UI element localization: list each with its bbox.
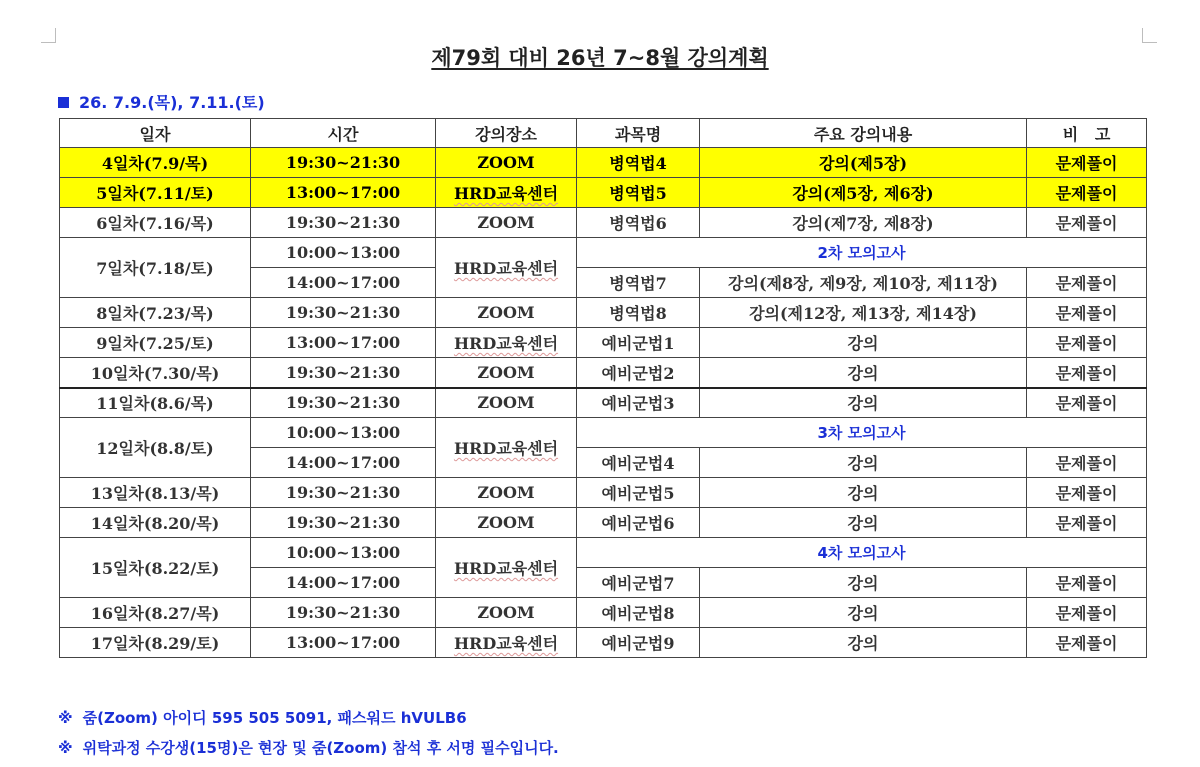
- date-cell: 5일차(7.11/토): [60, 178, 251, 208]
- note-cell: 문제풀이: [1027, 478, 1147, 508]
- note-cell: 문제풀이: [1027, 568, 1147, 598]
- subject-cell: 병역법6: [577, 208, 700, 238]
- time-cell: 19:30~21:30: [251, 148, 436, 178]
- place-cell: [436, 628, 577, 658]
- place-cell: [436, 388, 577, 418]
- place-text: ZOOM: [477, 483, 535, 502]
- place-cell: [436, 508, 577, 538]
- place-cell: [436, 358, 577, 388]
- note-cell: 문제풀이: [1027, 208, 1147, 238]
- time-cell: 10:00~13:00: [251, 238, 436, 268]
- table-row: [60, 538, 1147, 568]
- note-cell: 문제풀이: [1027, 448, 1147, 478]
- page-corner-mark: [41, 28, 56, 43]
- note-cell: 문제풀이: [1027, 328, 1147, 358]
- content-cell: 강의(제7장, 제8장): [700, 208, 1027, 238]
- header-time: 시간: [251, 119, 436, 148]
- date-cell: 17일차(8.29/토): [60, 628, 251, 658]
- place-text: ZOOM: [477, 213, 535, 232]
- table-row: [60, 328, 1147, 358]
- place-cell: [436, 598, 577, 628]
- place-cell: [436, 238, 577, 298]
- page-title: 제79회 대비 26년 7~8월 강의계획: [431, 46, 769, 70]
- time-cell: 14:00~17:00: [251, 448, 436, 478]
- place-cell: [436, 208, 577, 238]
- exam-cell: 3차 모의고사: [577, 418, 1147, 448]
- place-cell: [436, 478, 577, 508]
- subject-cell: 예비군법6: [577, 508, 700, 538]
- note-cell: 문제풀이: [1027, 298, 1147, 328]
- schedule-table: [59, 118, 1147, 658]
- place-cell: [436, 148, 577, 178]
- square-bullet-icon: [58, 97, 69, 108]
- date-cell: 4일차(7.9/목): [60, 148, 251, 178]
- subject-cell: 예비군법9: [577, 628, 700, 658]
- content-cell: 강의: [700, 508, 1027, 538]
- place-text: HRD교육센터: [453, 439, 559, 458]
- time-cell: 10:00~13:00: [251, 418, 436, 448]
- header-place: 강의장소: [436, 119, 577, 148]
- header-subject: 과목명: [577, 119, 700, 148]
- table-row: [60, 418, 1147, 448]
- content-cell: 강의: [700, 358, 1027, 388]
- content-cell: 강의(제5장, 제6장): [700, 178, 1027, 208]
- place-text: ZOOM: [477, 603, 535, 622]
- date-cell: 10일차(7.30/목): [60, 358, 251, 388]
- place-cell: [436, 298, 577, 328]
- subject-cell: 예비군법4: [577, 448, 700, 478]
- table-row: [60, 478, 1147, 508]
- place-text: ZOOM: [477, 513, 535, 532]
- note-cell: 문제풀이: [1027, 628, 1147, 658]
- date-cell: 13일차(8.13/목): [60, 478, 251, 508]
- content-cell: 강의: [700, 328, 1027, 358]
- date-cell: 16일차(8.27/목): [60, 598, 251, 628]
- date-cell: 6일차(7.16/목): [60, 208, 251, 238]
- note-cell: 문제풀이: [1027, 508, 1147, 538]
- time-cell: 19:30~21:30: [251, 478, 436, 508]
- subject-cell: 예비군법2: [577, 358, 700, 388]
- header-note: 비 고: [1027, 119, 1147, 148]
- place-text: ZOOM: [477, 393, 535, 413]
- place-text: HRD교육센터: [453, 334, 559, 353]
- table-row: [60, 358, 1147, 388]
- subject-cell: 병역법8: [577, 298, 700, 328]
- date-cell: 15일차(8.22/토): [60, 538, 251, 598]
- note-cell: 문제풀이: [1027, 388, 1147, 418]
- table-row: [60, 508, 1147, 538]
- time-cell: 14:00~17:00: [251, 268, 436, 298]
- table-row: [60, 178, 1147, 208]
- table-header-row: [60, 119, 1147, 148]
- note-cell: 문제풀이: [1027, 268, 1147, 298]
- subject-cell: 병역법7: [577, 268, 700, 298]
- content-cell: 강의: [700, 448, 1027, 478]
- time-cell: 19:30~21:30: [251, 598, 436, 628]
- time-cell: 10:00~13:00: [251, 538, 436, 568]
- content-cell: 강의: [700, 478, 1027, 508]
- date-cell: 9일차(7.25/토): [60, 328, 251, 358]
- table-row: [60, 388, 1147, 418]
- header-content: 주요 강의내용: [700, 119, 1027, 148]
- place-text: HRD교육센터: [453, 184, 559, 203]
- time-cell: 13:00~17:00: [251, 328, 436, 358]
- content-cell: 강의(제8장, 제9장, 제10장, 제11장): [700, 268, 1027, 298]
- note-cell: 문제풀이: [1027, 358, 1147, 388]
- note-cell: 문제풀이: [1027, 598, 1147, 628]
- place-text: ZOOM: [477, 362, 535, 382]
- place-text: ZOOM: [477, 303, 535, 322]
- place-cell: [436, 538, 577, 598]
- table-row: [60, 148, 1147, 178]
- time-cell: 19:30~21:30: [251, 508, 436, 538]
- content-cell: 강의: [700, 598, 1027, 628]
- place-text: HRD교육센터: [453, 634, 559, 653]
- table-row: [60, 238, 1147, 268]
- date-cell: 12일차(8.8/토): [60, 418, 251, 478]
- place-cell: [436, 328, 577, 358]
- place-text: ZOOM: [477, 153, 535, 172]
- subject-cell: 예비군법7: [577, 568, 700, 598]
- date-cell: 14일차(8.20/목): [60, 508, 251, 538]
- subject-cell: 예비군법3: [577, 388, 700, 418]
- content-cell: 강의: [700, 568, 1027, 598]
- table-row: [60, 598, 1147, 628]
- time-cell: 19:30~21:30: [251, 358, 436, 388]
- time-cell: 13:00~17:00: [251, 178, 436, 208]
- content-cell: 강의(제5장): [700, 148, 1027, 178]
- exam-cell: 4차 모의고사: [577, 538, 1147, 568]
- subject-cell: 예비군법1: [577, 328, 700, 358]
- subject-cell: 예비군법5: [577, 478, 700, 508]
- note-zoom-info: ※ 줌(Zoom) 아이디 595 505 5091, 패스워드 hVULB6: [58, 709, 467, 727]
- date-cell: 11일차(8.6/목): [60, 388, 251, 418]
- place-text: HRD교육센터: [453, 259, 559, 278]
- subject-cell: 예비군법8: [577, 598, 700, 628]
- date-cell: 7일차(7.18/토): [60, 238, 251, 298]
- content-cell: 강의(제12장, 제13장, 제14장): [700, 298, 1027, 328]
- note-cell: 문제풀이: [1027, 178, 1147, 208]
- note-cell: 문제풀이: [1027, 148, 1147, 178]
- subject-cell: 병역법4: [577, 148, 700, 178]
- place-text: HRD교육센터: [453, 559, 559, 578]
- date-cell: 8일차(7.23/목): [60, 298, 251, 328]
- time-cell: 19:30~21:30: [251, 208, 436, 238]
- place-cell: [436, 178, 577, 208]
- section-heading: 26. 7.9.(목), 7.11.(토): [58, 90, 265, 113]
- time-cell: 19:30~21:30: [251, 298, 436, 328]
- page-corner-mark: [1142, 28, 1157, 43]
- exam-cell: 2차 모의고사: [577, 238, 1147, 268]
- time-cell: 19:30~21:30: [251, 388, 436, 418]
- header-date: 일자: [60, 119, 251, 148]
- content-cell: 강의: [700, 628, 1027, 658]
- place-cell: [436, 418, 577, 478]
- table-row: [60, 628, 1147, 658]
- time-cell: 14:00~17:00: [251, 568, 436, 598]
- table-row: [60, 208, 1147, 238]
- note-attendance: ※ 위탁과정 수강생(15명)은 현장 및 줌(Zoom) 참석 후 서명 필수입니다.: [58, 739, 559, 757]
- time-cell: 13:00~17:00: [251, 628, 436, 658]
- table-row: [60, 298, 1147, 328]
- subject-cell: 병역법5: [577, 178, 700, 208]
- content-cell: 강의: [700, 388, 1027, 418]
